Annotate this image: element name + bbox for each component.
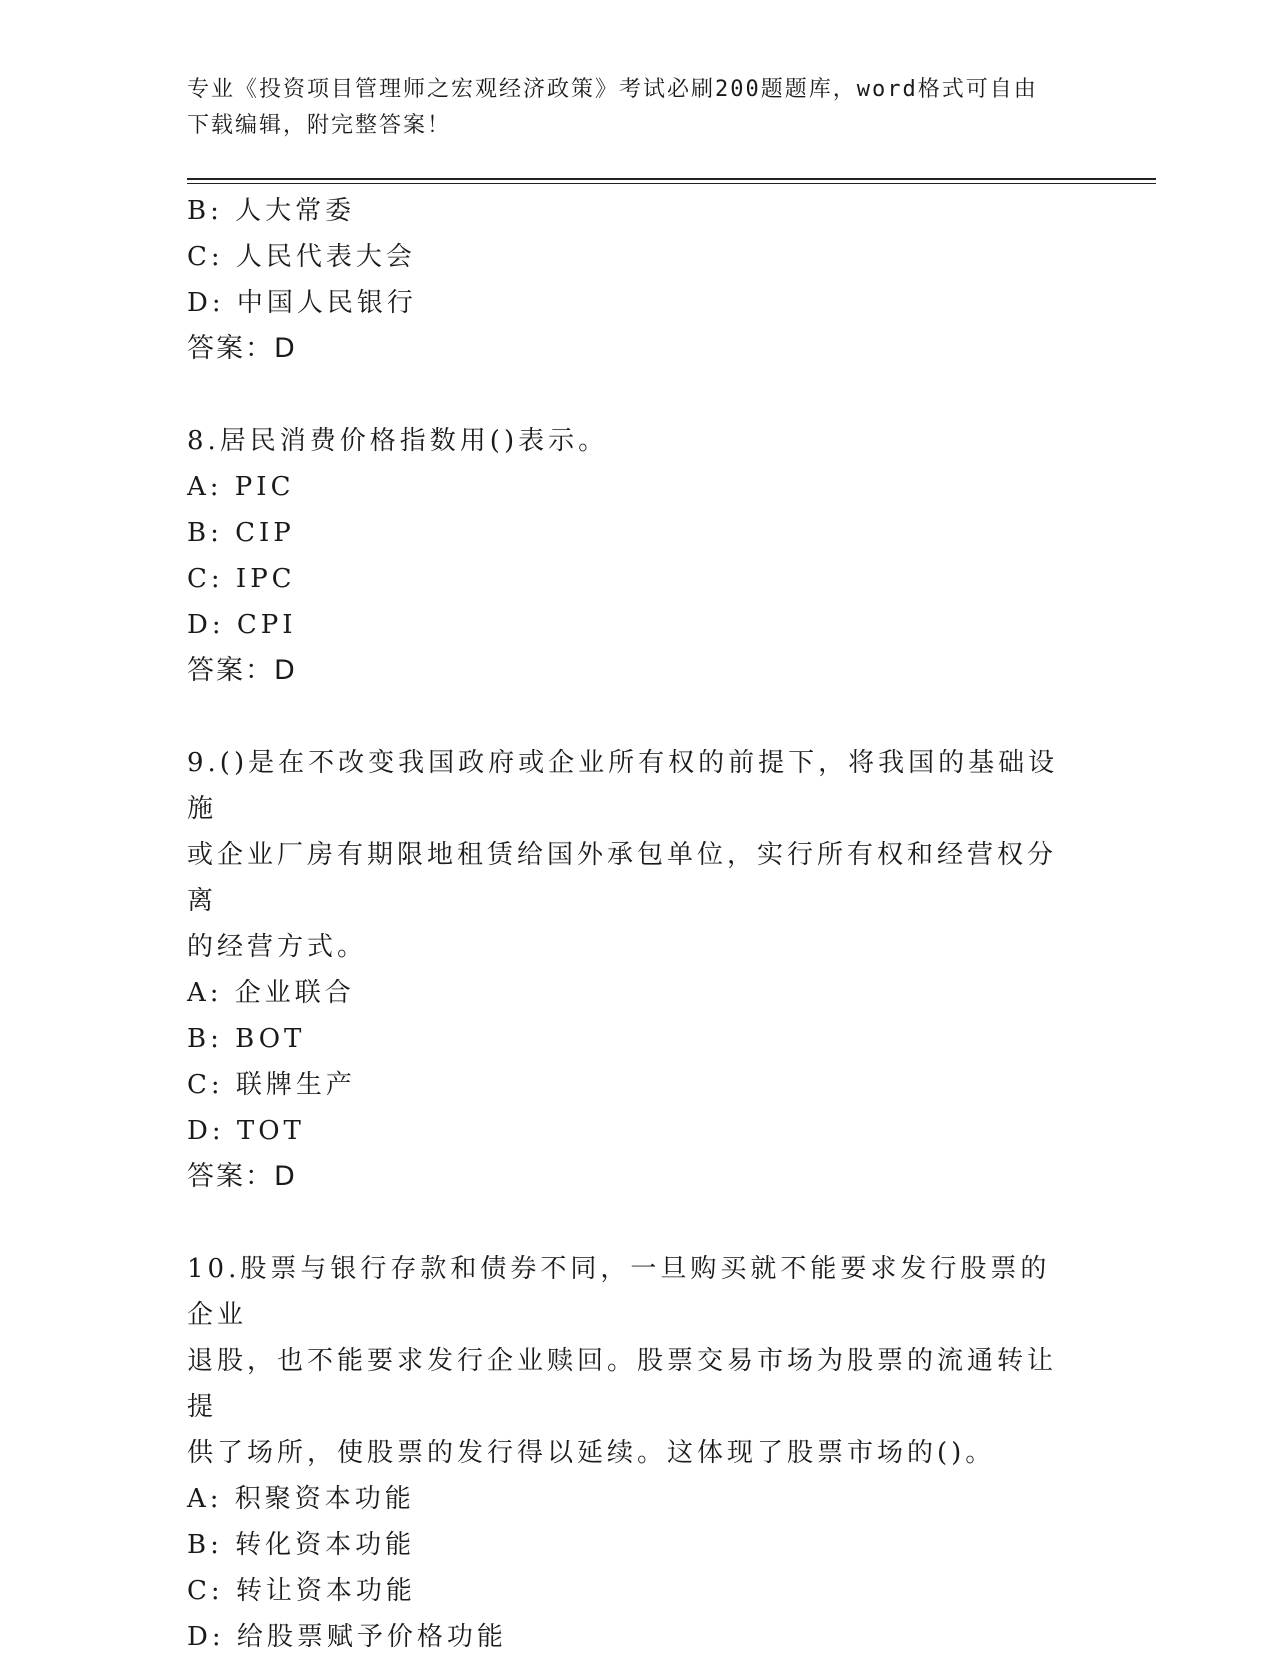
question-10 [187, 1246, 1087, 1660]
question-text-line-1: 9.()是在不改变我国政府或企业所有权的前提下，将我国的基础设施 [187, 748, 1059, 824]
question-text-line-2: 或企业厂房有期限地租赁给国外承包单位，实行所有权和经营权分离 [187, 840, 1058, 916]
question-text: 8.居民消费价格指数用()表示。 [187, 426, 609, 456]
question-text-line-3: 供了场所，使股票的发行得以延续。这体现了股票市场的()。 [187, 1438, 996, 1468]
option-d: D: TOT [187, 1116, 305, 1146]
question-text-line-3: 的经营方式。 [187, 932, 368, 962]
option-c: C: IPC [187, 564, 296, 594]
option-a: A: 企业联合 [187, 978, 355, 1008]
spacer [187, 694, 1087, 740]
spacer [187, 372, 1087, 418]
option-a: A: PIC [187, 472, 295, 502]
question-text-line-1: 10.股票与银行存款和债券不同，一旦购买就不能要求发行股票的企业 [187, 1254, 1051, 1330]
spacer [187, 1200, 1087, 1246]
option-c: C: 转让资本功能 [187, 1576, 416, 1606]
document-body [187, 188, 1087, 1660]
header-rule-thin [187, 183, 1156, 184]
option-d: D: 给股票赋予价格功能 [187, 1622, 507, 1652]
prev-question [187, 188, 1087, 372]
question-text-line-2: 退股，也不能要求发行企业赎回。股票交易市场为股票的流通转让提 [187, 1346, 1058, 1422]
document-header [187, 72, 1067, 144]
question-9 [187, 740, 1087, 1200]
option-b: B: 转化资本功能 [187, 1530, 416, 1560]
answer: 答案：D [187, 333, 297, 364]
header-line-2: 下载编辑，附完整答案！ [187, 113, 452, 138]
option-c: C: 人民代表大会 [187, 242, 416, 272]
option-c: C: 联牌生产 [187, 1070, 356, 1100]
option-b: B: 人大常委 [187, 196, 356, 226]
option-a: A: 积聚资本功能 [187, 1484, 415, 1514]
option-d: D: CPI [187, 610, 297, 640]
option-b: B: CIP [187, 518, 295, 548]
option-b: B: BOT [187, 1024, 306, 1054]
header-line-1: 专业《投资项目管理师之宏观经济政策》考试必刷200题题库，word格式可自由 [187, 77, 1038, 102]
header-rule-thick [187, 178, 1156, 180]
question-8 [187, 418, 1087, 694]
answer: 答案：D [187, 1161, 297, 1192]
option-d: D: 中国人民银行 [187, 288, 417, 318]
answer: 答案：D [187, 655, 297, 686]
